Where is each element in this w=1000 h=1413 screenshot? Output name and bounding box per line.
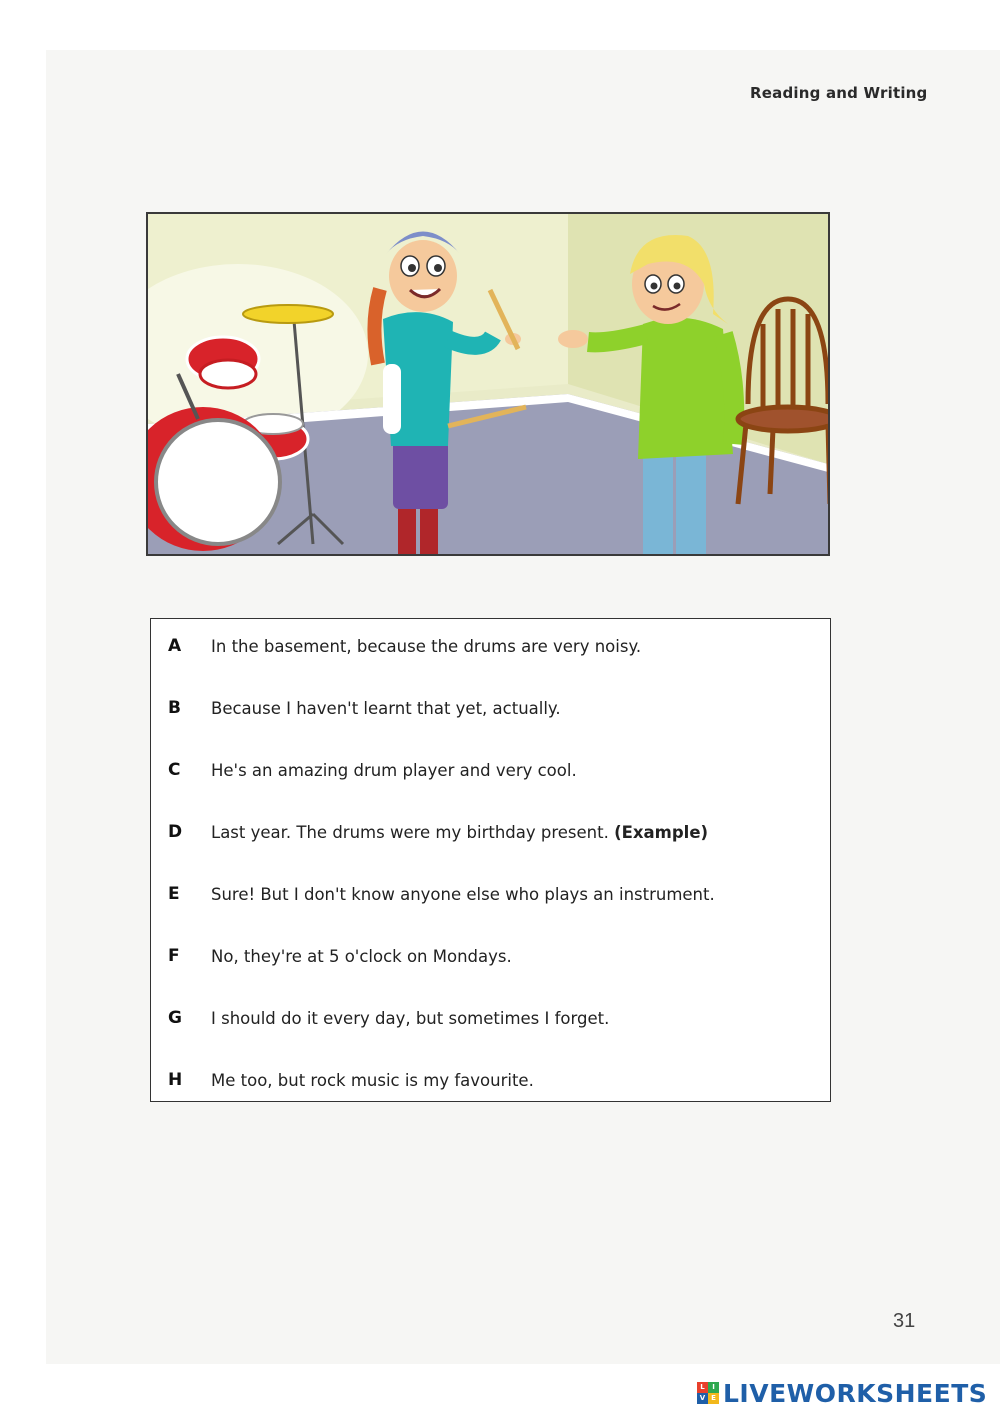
liveworksheets-logo-icon	[697, 1382, 719, 1404]
logo-letter: L	[697, 1382, 708, 1393]
option-letter: D	[168, 822, 183, 842]
option-text: He's an amazing drum player and very cool.	[211, 760, 577, 780]
drum-scene-illustration	[146, 212, 830, 556]
answer-option-f	[151, 941, 830, 971]
option-letter: G	[168, 1008, 182, 1028]
answer-option-b	[151, 693, 830, 723]
answer-option-d	[151, 817, 830, 847]
page-number: 31	[893, 1310, 916, 1332]
brand-name: LIVEWORKSHEETS	[723, 1378, 988, 1408]
option-letter: E	[168, 884, 180, 904]
answer-option-e	[151, 879, 830, 909]
option-text: Last year. The drums were my birthday present.	[211, 822, 609, 842]
liveworksheets-logo[interactable]	[697, 1378, 987, 1408]
section-title: Reading and Writing	[750, 84, 928, 102]
option-text: I should do it every day, but sometimes I forget.	[211, 1008, 610, 1028]
option-text: Me too, but rock music is my favourite.	[211, 1070, 534, 1090]
answer-options-box	[150, 618, 831, 1102]
option-letter: F	[168, 946, 180, 966]
option-letter: H	[168, 1070, 183, 1090]
answer-option-a	[151, 631, 830, 661]
option-text: Sure! But I don't know anyone else who plays an instrument.	[211, 884, 715, 904]
option-letter: A	[168, 636, 182, 656]
option-text: No, they're at 5 o'clock on Mondays.	[211, 946, 512, 966]
logo-letter: E	[708, 1393, 719, 1404]
option-text: In the basement, because the drums are very noisy.	[211, 636, 642, 656]
logo-letter: V	[697, 1393, 708, 1404]
answer-option-c	[151, 755, 830, 785]
logo-letter: I	[708, 1382, 719, 1393]
option-text-with-example	[211, 823, 708, 842]
option-letter: B	[168, 698, 181, 718]
answer-option-h	[151, 1065, 830, 1095]
answer-option-g	[151, 1003, 830, 1033]
option-letter: C	[168, 760, 181, 780]
option-text: Because I haven't learnt that yet, actually.	[211, 698, 561, 718]
example-label: (Example)	[614, 822, 709, 842]
